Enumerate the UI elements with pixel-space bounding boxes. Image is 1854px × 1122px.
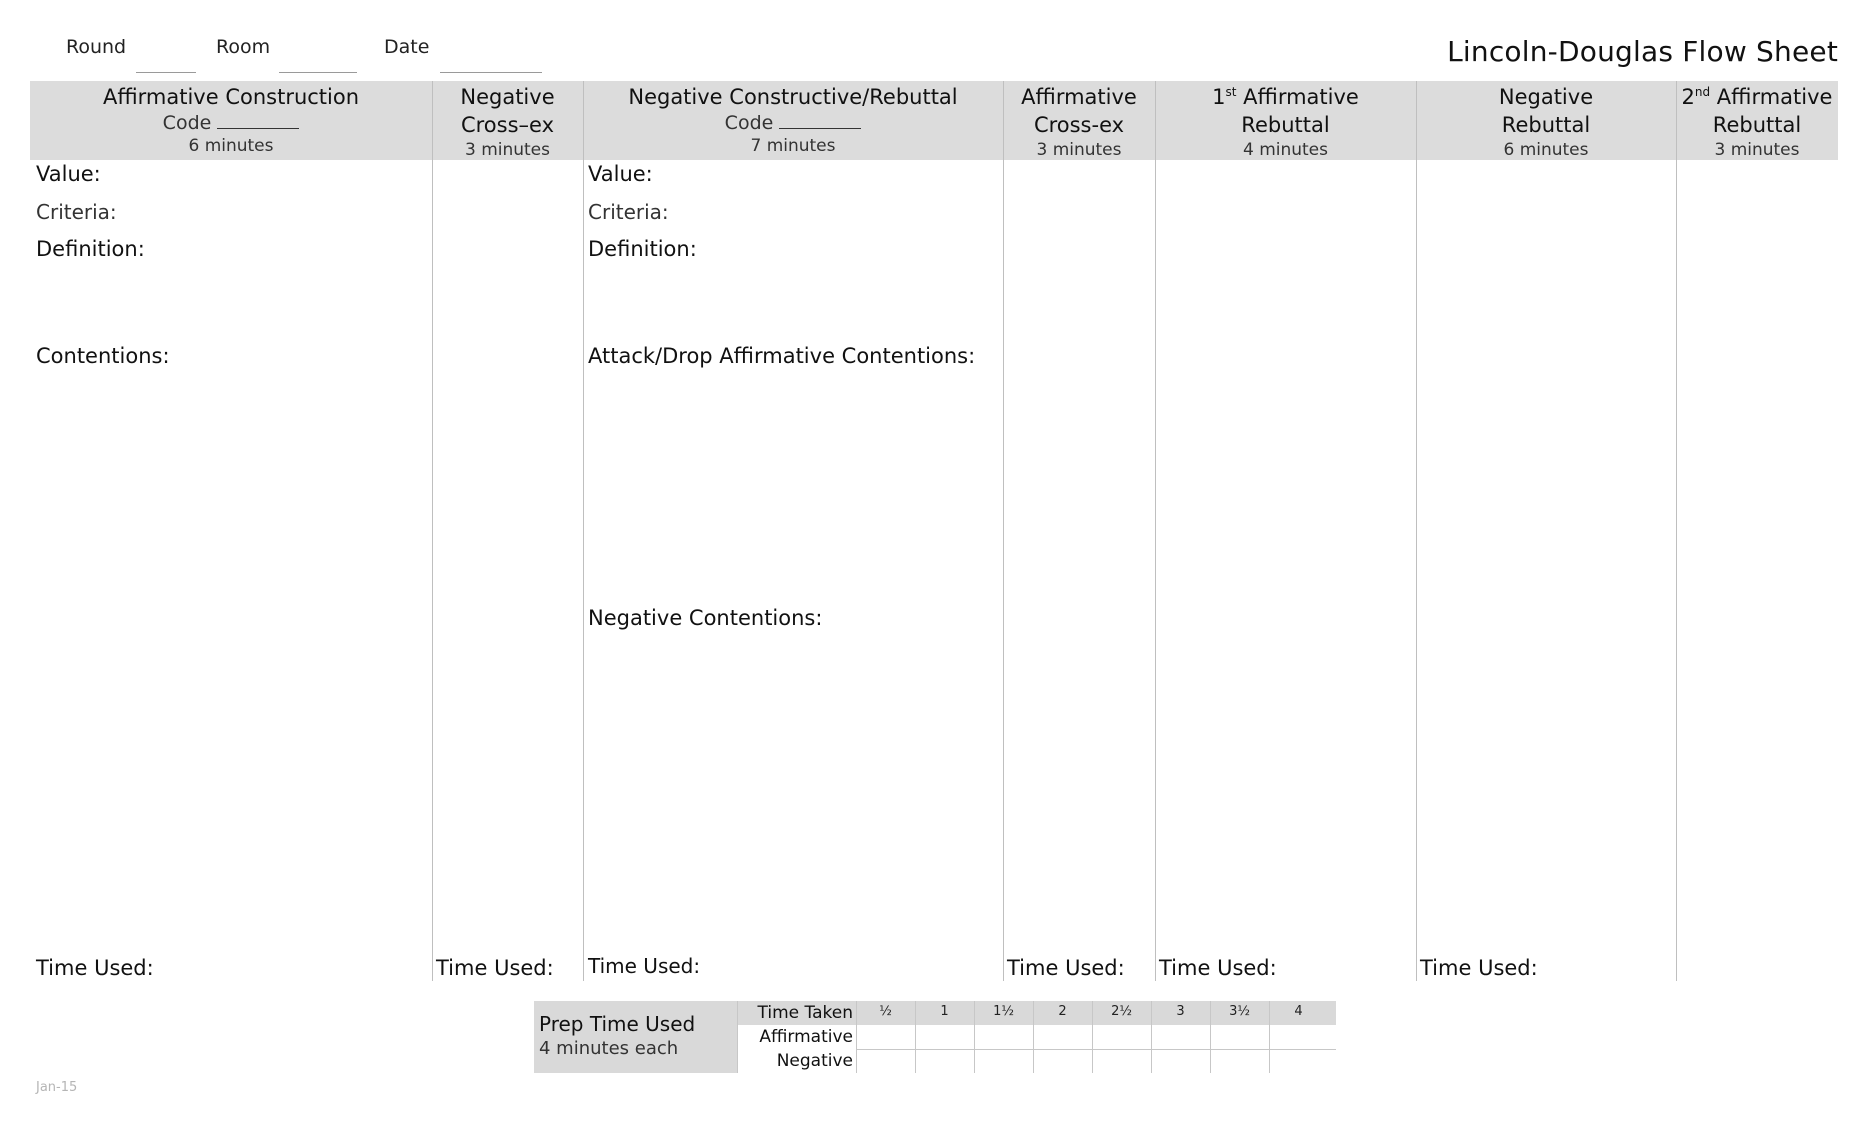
col-title-text: Affirmative <box>1243 85 1359 109</box>
ordinal-suffix: st <box>1225 85 1237 99</box>
col-title-text: Affirmative <box>1716 85 1833 109</box>
time-used-label: Time Used: <box>1007 956 1125 980</box>
col-title-line2: Rebuttal <box>1712 113 1802 137</box>
tick-label: 4 <box>1294 1004 1303 1019</box>
col-title-line1: Affirmative <box>1021 85 1137 109</box>
col-head-aff-construction <box>30 81 432 160</box>
grid-line <box>1092 1001 1093 1073</box>
col-head-2nd-aff-rebuttal <box>1676 81 1838 160</box>
ordinal: 1 <box>1212 85 1226 109</box>
col-title-line2: Rebuttal <box>1241 113 1330 137</box>
tick-label: 3½ <box>1229 1004 1250 1019</box>
code-field <box>583 111 1003 135</box>
code-blank[interactable] <box>217 114 299 129</box>
col-minutes: 3 minutes <box>1036 140 1122 160</box>
grid-line <box>1210 1001 1211 1073</box>
grid-line <box>974 1001 975 1073</box>
col-minutes: 3 minutes <box>1714 140 1800 160</box>
col-minutes: 3 minutes <box>464 140 551 160</box>
time-used-label: Time Used: <box>1420 956 1538 980</box>
round-label: Round <box>66 36 127 58</box>
tick-label: 2½ <box>1111 1004 1132 1019</box>
column-divider <box>1003 81 1004 981</box>
room-field[interactable] <box>279 72 357 73</box>
grid-line <box>737 1001 738 1073</box>
time-used-label: Time Used: <box>1159 956 1277 980</box>
col-title-line2: Rebuttal <box>1501 113 1591 137</box>
time-taken-label: Time Taken <box>757 1003 853 1023</box>
col-minutes: 4 minutes <box>1242 140 1329 160</box>
col-minutes: 7 minutes <box>750 136 836 156</box>
col-title-line2: Cross–ex <box>460 113 555 137</box>
tick-label: 3 <box>1176 1004 1185 1019</box>
time-used-label: Time Used: <box>36 956 154 980</box>
tick-label: 1½ <box>993 1004 1014 1019</box>
column-divider <box>583 81 584 981</box>
column-divider <box>1416 81 1417 981</box>
aff-criteria-label: Criteria: <box>36 200 117 224</box>
date-label: Date <box>384 36 430 58</box>
prep-time-table <box>534 1001 1336 1073</box>
time-used-label: Time Used: <box>436 956 554 980</box>
prep-row-negative: Negative <box>776 1051 853 1071</box>
grid-line <box>1269 1001 1270 1073</box>
grid-line <box>856 1049 1336 1050</box>
code-label: Code <box>724 112 774 134</box>
col-title-line1 <box>1676 83 1838 111</box>
column-divider <box>1676 81 1677 981</box>
col-title: Affirmative Construction <box>102 85 360 109</box>
code-blank[interactable] <box>779 114 861 129</box>
ordinal: 2 <box>1681 85 1695 109</box>
col-head-neg-crossex <box>432 81 583 160</box>
col-head-neg-constructive <box>583 81 1003 160</box>
code-label: Code <box>162 112 212 134</box>
grid-line <box>1033 1001 1034 1073</box>
col-head-1st-aff-rebuttal <box>1155 81 1416 160</box>
column-divider <box>1155 81 1156 981</box>
neg-definition-label: Definition: <box>588 237 697 261</box>
col-head-neg-rebuttal <box>1416 81 1676 160</box>
tick-label: ½ <box>879 1004 892 1019</box>
code-field <box>30 111 432 135</box>
page-title: Lincoln-Douglas Flow Sheet <box>1447 35 1838 68</box>
tick-label: 2 <box>1058 1004 1067 1019</box>
time-used-label: Time Used: <box>588 954 701 978</box>
neg-contentions-label: Negative Contentions: <box>588 606 823 630</box>
prep-subtitle: 4 minutes each <box>539 1038 679 1059</box>
date-field[interactable] <box>440 72 542 73</box>
aff-value-label: Value: <box>36 162 101 186</box>
grid-line <box>915 1001 916 1073</box>
col-head-aff-crossex <box>1003 81 1155 160</box>
round-field[interactable] <box>136 72 196 73</box>
col-minutes: 6 minutes <box>1503 140 1589 160</box>
col-title: Negative Constructive/Rebuttal <box>628 85 958 109</box>
prep-row-affirmative: Affirmative <box>759 1027 853 1047</box>
aff-contentions-label: Contentions: <box>36 344 170 368</box>
room-label: Room <box>216 36 271 58</box>
neg-value-label: Value: <box>588 162 653 186</box>
ordinal-suffix: nd <box>1694 85 1711 99</box>
col-minutes: 6 minutes <box>188 136 274 156</box>
prep-title: Prep Time Used <box>539 1012 696 1036</box>
attack-drop-label: Attack/Drop Affirmative Contentions: <box>588 344 976 368</box>
col-title-line1 <box>1155 83 1416 111</box>
grid-line <box>856 1001 857 1073</box>
col-title-line2: Cross-ex <box>1033 113 1125 137</box>
neg-criteria-label: Criteria: <box>588 200 669 224</box>
column-divider <box>432 81 433 981</box>
footer-date: Jan-15 <box>36 1080 78 1095</box>
col-title-line1: Negative <box>1498 85 1594 109</box>
grid-line <box>1151 1001 1152 1073</box>
aff-definition-label: Definition: <box>36 237 145 261</box>
col-title-line1: Negative <box>460 85 555 109</box>
tick-label: 1 <box>940 1004 949 1019</box>
